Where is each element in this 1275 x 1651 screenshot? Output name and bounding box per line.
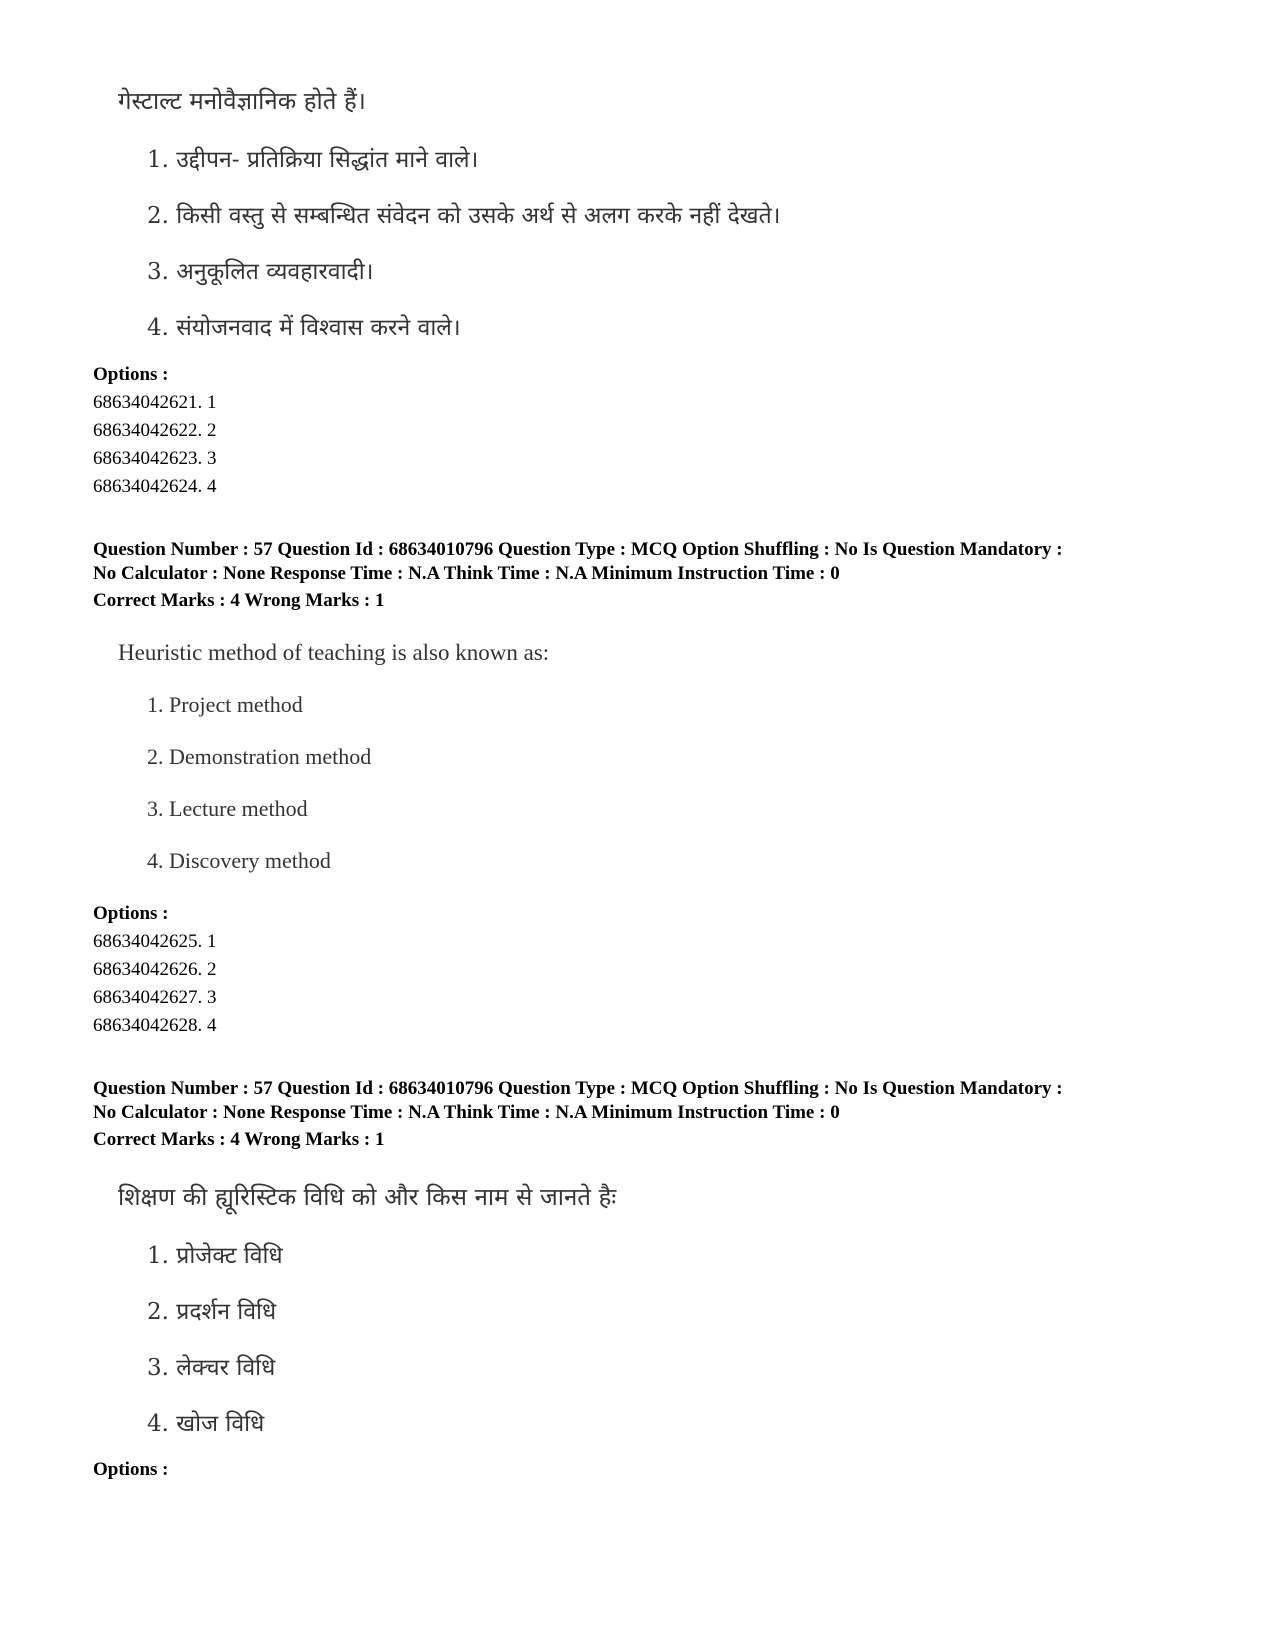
- options-label: Options :: [93, 903, 169, 924]
- choice-1: 1. प्रोजेक्ट विधि: [147, 1243, 283, 1269]
- option-row: 68634042625. 1: [93, 931, 217, 952]
- question-meta: [93, 538, 1203, 586]
- choice-2: 2. किसी वस्तु से सम्बन्धित संवेदन को उसके अर्थ से अलग करके नहीं देखते।: [147, 203, 781, 229]
- choice-2: 2. Demonstration method: [147, 744, 372, 769]
- option-row: 68634042621. 1: [93, 392, 217, 413]
- question-stem-english: Heuristic method of teaching is also known as:: [118, 640, 550, 665]
- question-marks: Correct Marks : 4 Wrong Marks : 1: [93, 1129, 385, 1150]
- option-row: 68634042627. 3: [93, 987, 217, 1008]
- option-row: 68634042624. 4: [93, 476, 217, 497]
- choice-3: 3. लेक्चर विधि: [147, 1355, 276, 1381]
- question-meta-line-1: Question Number : 57 Question Id : 68634010796 Question Type : MCQ Option Shuffling : No Is Question Mandatory :: [93, 539, 1063, 560]
- choice-1: 1. Project method: [147, 692, 303, 717]
- question-meta-line-2: No Calculator : None Response Time : N.A Think Time : N.A Minimum Instruction Time : 0: [93, 563, 840, 584]
- choice-3: 3. अनुकूलित व्यवहारवादी।: [147, 259, 374, 285]
- choice-4: 4. Discovery method: [147, 848, 331, 873]
- option-row: 68634042628. 4: [93, 1015, 217, 1036]
- question-stem-hindi-heuristic: शिक्षण की ह्यूरिस्टिक विधि को और किस नाम से जानते हैः: [118, 1183, 617, 1211]
- option-row: 68634042623. 3: [93, 448, 217, 469]
- options-label: Options :: [93, 1459, 169, 1480]
- choice-4: 4. संयोजनवाद में विश्वास करने वाले।: [147, 315, 461, 341]
- option-row: 68634042622. 2: [93, 420, 217, 441]
- question-meta-line-1: Question Number : 57 Question Id : 68634010796 Question Type : MCQ Option Shuffling : No Is Question Mandatory :: [93, 1078, 1063, 1099]
- option-row: 68634042626. 2: [93, 959, 217, 980]
- question-stem-hindi-gestalt: गेस्टाल्ट मनोवैज्ञानिक होते हैं।: [118, 87, 366, 115]
- question-meta: [93, 1077, 1203, 1125]
- question-marks: Correct Marks : 4 Wrong Marks : 1: [93, 590, 385, 611]
- options-label: Options :: [93, 364, 169, 385]
- question-meta-line-2: No Calculator : None Response Time : N.A Think Time : N.A Minimum Instruction Time : 0: [93, 1102, 840, 1123]
- choice-3: 3. Lecture method: [147, 796, 308, 821]
- choice-4: 4. खोज विधि: [147, 1411, 265, 1437]
- choice-2: 2. प्रदर्शन विधि: [147, 1299, 277, 1325]
- choice-1: 1. उद्दीपन- प्रतिक्रिया सिद्धांत माने वाले।: [147, 147, 479, 173]
